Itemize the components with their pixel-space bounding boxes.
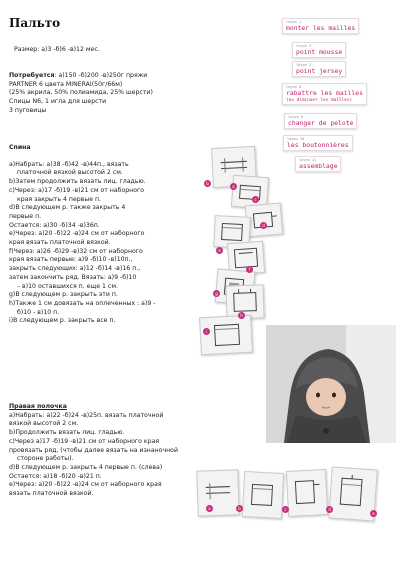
instruction-line: d)В следующем р. также закрыть 4 <box>9 204 126 212</box>
front-bullet-c: c <box>282 506 289 513</box>
instruction-line: с)Через: а)17 -б)19 -в)21 см от наборного <box>9 186 145 194</box>
sticker-label: point mousse <box>296 48 343 56</box>
knit-diagram-icon <box>200 316 252 355</box>
materials-line3: (25% акрила, 50% полиамида, 25% шерсти) <box>9 89 153 97</box>
step-bullet-i: i <box>203 328 210 335</box>
back-section <box>9 144 156 326</box>
knit-diagram-icon <box>197 470 239 515</box>
instruction-line: вязкой высотой 2 см. <box>9 420 79 428</box>
step-bullet-g: g <box>213 290 220 297</box>
sticker-num: leçon 1 <box>286 20 302 24</box>
front-heading: Правая полочка <box>9 403 67 410</box>
sticker-label: changer de pelote <box>288 119 354 127</box>
step-bullet-f: f <box>246 266 253 273</box>
instruction-line: стороне работы). <box>17 455 74 463</box>
sticker-sub: (ou diminuer les mailles) <box>286 98 353 103</box>
sticker-num: leçon 16 <box>287 137 305 141</box>
sticker-num: leçon 11 <box>299 158 317 162</box>
lesson-sticker-2 <box>292 42 346 58</box>
diagram-front-ab <box>196 469 240 516</box>
lesson-sticker-3 <box>292 61 346 77</box>
knit-diagram-icon <box>243 472 283 518</box>
instruction-line: d)В следующем р. закрыть 4 первые п. (слева) <box>9 463 163 471</box>
instruction-line: Остается: а)18 -б)20 -в)21 п. <box>9 472 102 480</box>
lesson-sticker-6 <box>283 135 353 151</box>
sticker-num: leçon 2 <box>296 63 312 67</box>
step-bullet-e: e <box>216 247 223 254</box>
lesson-sticker-1 <box>282 18 359 34</box>
instruction-line: i)В следующем р. закрыть все п. <box>9 317 116 325</box>
instruction-line: b)Продолжить вязать лиц. гладью. <box>9 429 125 437</box>
instruction-line: края вязать платочной вязкой. <box>9 239 111 247</box>
front-bullet-a: a <box>206 505 213 512</box>
diagram-front-c <box>242 471 284 519</box>
instruction-line: с)Через а)17 -б)19 -в)21 см от наборного края <box>9 437 160 445</box>
instruction-line: б)10 - в)10 п. <box>17 308 60 316</box>
step-bullet-c: c <box>252 196 259 203</box>
sticker-label: point jersey <box>296 67 343 75</box>
instruction-line: платочной вязкой высотой 2 см. <box>17 169 123 177</box>
instruction-line: провязать ряд, (чтобы далее вязать на изнаночной <box>9 446 178 454</box>
step-bullet-d: d <box>260 222 267 229</box>
sticker-label: monter les mailles <box>286 24 356 32</box>
instruction-line: закрыть следующих: а)12 -б)14 -в)16 п., <box>9 265 141 273</box>
knit-diagram-icon <box>226 285 263 318</box>
knit-diagram-icon <box>246 204 282 237</box>
instruction-line: f)Через: а)26 -б)29 -в)32 см от наборного <box>9 247 143 255</box>
instruction-line: b)Затем продолжить вязать лиц. гладью. <box>9 178 146 186</box>
back-lines <box>9 161 156 326</box>
instruction-line: края закрыть 4 первые п. <box>17 195 101 203</box>
front-lines <box>9 412 178 499</box>
instruction-line: Остается: а)30 -б)34 -в)36п. <box>9 221 100 229</box>
materials-label: Потребуется <box>9 72 55 79</box>
front-bullet-b: b <box>236 505 243 512</box>
knit-diagram-icon <box>287 470 327 516</box>
instruction-line: – в)10 оставшихся п. еще 1 см. <box>17 282 118 290</box>
instruction-line: первые п. <box>9 212 42 220</box>
instruction-line: вязать платочной вязкой. <box>9 490 94 498</box>
step-bullet-h: h <box>238 312 245 319</box>
instruction-line: затем закончить ряд. Вязать: а)9 -б)10 <box>9 273 137 281</box>
sticker-label: les boutonnières <box>287 141 349 149</box>
page-title: Пальто <box>9 16 61 30</box>
materials-line1: : а)150 -б)200 -в)250г пряжи <box>54 72 148 79</box>
sticker-num: leçon 3 <box>296 44 312 48</box>
instruction-line: е)Через: а)20 -б)22 -в)24 см от наборного края <box>9 481 162 489</box>
step-bullet-b: b <box>204 180 211 187</box>
sticker-num: leçon 6 <box>286 85 302 89</box>
sticker-label: assemblage <box>299 162 338 170</box>
lesson-sticker-4 <box>282 83 367 105</box>
instruction-line: h)Также 1 см довязать на оплеченных : а)9 - <box>9 299 156 307</box>
diagram-back-i <box>199 315 253 356</box>
front-bullet-d: d <box>326 506 333 513</box>
back-heading: Спина <box>9 144 31 151</box>
front-section <box>9 403 178 499</box>
lesson-sticker-7 <box>295 156 341 172</box>
sticker-label: rabattre les mailles <box>286 89 363 97</box>
baby-coat-photo <box>266 325 396 443</box>
instruction-line: g)В следующем р. закрыть эти п. <box>9 291 118 299</box>
baby-photo-image <box>266 325 396 443</box>
step-bullet-a: a <box>230 183 237 190</box>
diagram-front-d <box>286 469 328 517</box>
sticker-num: leçon 8 <box>288 115 304 119</box>
front-bullet-e: e <box>370 510 377 517</box>
instruction-line: а)Набрать: а)22 -б)24 -в)25п. вязать платочной <box>9 411 164 419</box>
instruction-line: а)Набрать: а)38 -б)42 -в)44п., вязать <box>9 160 129 168</box>
materials-line4: Спицы N6, 1 игла для шерсти <box>9 98 107 106</box>
materials-line2: PARTNER 6 цвета MINERAI(50г/66м) <box>9 80 123 88</box>
instruction-line: края вязать первые: а)9 -б)10 -в)10п., <box>9 256 133 264</box>
materials-line5: 3 пуговицы <box>9 106 47 114</box>
materials-block <box>9 72 153 116</box>
size-line: Размер: а)3 -б)6 -в)12 мес. <box>14 46 100 53</box>
lesson-sticker-5 <box>284 113 357 129</box>
instruction-line: е)Через: а)20 -б)22 -в)24 см от наборного <box>9 230 145 238</box>
